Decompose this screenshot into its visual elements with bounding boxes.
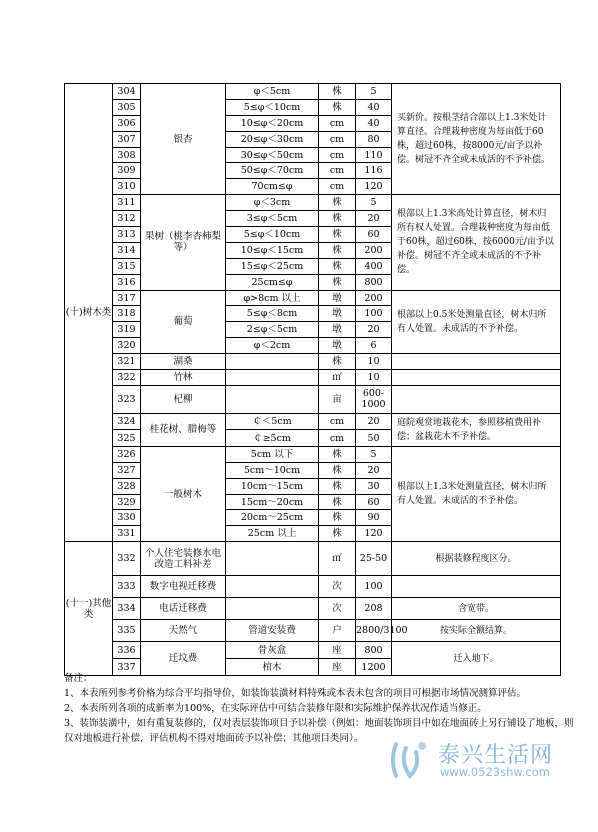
price-cell: 60 — [356, 494, 392, 510]
item-number-cell: 320 — [113, 338, 141, 354]
price-cell: 120 — [356, 526, 392, 542]
price-cell: 80 — [356, 131, 392, 147]
spec-cell: 20cm～25cm — [226, 510, 319, 526]
unit-cell: 墩 — [319, 322, 356, 338]
note-cell — [392, 385, 561, 413]
spec-cell: 5≤φ＜10cm — [226, 227, 319, 243]
price-cell: 10 — [356, 370, 392, 386]
spec-cell: 25cm≤φ — [226, 274, 319, 290]
item-number-cell: 317 — [113, 290, 141, 306]
price-cell: 800 — [356, 274, 392, 290]
spec-cell: 15≤φ＜25cm — [226, 258, 319, 274]
spec-cell: 20≤φ＜30cm — [226, 131, 319, 147]
spec-cell — [226, 354, 319, 370]
item-number-cell: 326 — [113, 446, 141, 462]
price-cell: 100 — [356, 576, 392, 598]
note-cell: 根据装修程度区分。 — [392, 542, 561, 576]
unit-cell: 株 — [319, 526, 356, 542]
watermark-site-name: 泰兴生活网 — [438, 743, 554, 768]
unit-cell: cm — [319, 131, 356, 147]
unit-cell: cm — [319, 147, 356, 163]
spec-cell: 10cm～15cm — [226, 478, 319, 494]
item-number-cell: 308 — [113, 147, 141, 163]
item-number-cell: 323 — [113, 385, 141, 413]
item-name-cell: 一般树木 — [141, 446, 226, 541]
unit-cell: 亩 — [319, 385, 356, 413]
compensation-table — [64, 83, 561, 676]
price-cell: 1200 — [356, 659, 392, 676]
price-cell: 5 — [356, 195, 392, 211]
price-cell: 50 — [356, 430, 392, 447]
table-row — [65, 195, 561, 211]
unit-cell: 株 — [319, 354, 356, 370]
note-cell — [392, 370, 561, 386]
spec-cell: φ＜3cm — [226, 195, 319, 211]
item-number-cell: 327 — [113, 462, 141, 478]
price-cell: 2800/3100 — [356, 620, 392, 642]
spec-cell: 30≤φ＜50cm — [226, 147, 319, 163]
item-number-cell: 310 — [113, 179, 141, 195]
price-cell: 20 — [356, 413, 392, 430]
item-number-cell: 319 — [113, 322, 141, 338]
price-cell: 800 — [356, 642, 392, 659]
note-cell: 根部以上1.3米处测量直径，树木归所有人处置。未成活的不予补偿。 — [392, 446, 561, 541]
item-number-cell: 316 — [113, 274, 141, 290]
spec-cell: 70cm≤φ — [226, 179, 319, 195]
note-cell: 含宽带。 — [392, 598, 561, 620]
note-cell: 根部以上0.5米处测量直径，树木归所有人处置。未成活的不予补偿。 — [392, 290, 561, 354]
unit-cell: 株 — [319, 274, 356, 290]
price-cell: 90 — [356, 510, 392, 526]
table-row — [65, 620, 561, 642]
unit-cell: 座 — [319, 642, 356, 659]
unit-cell: ㎡ — [319, 370, 356, 386]
spec-cell — [226, 598, 319, 620]
item-name-cell: 竹林 — [141, 370, 226, 386]
item-number-cell: 328 — [113, 478, 141, 494]
unit-cell: 墩 — [319, 290, 356, 306]
item-name-cell: 个人住宅装修水电改造工料补差 — [141, 542, 226, 576]
unit-cell: 株 — [319, 446, 356, 462]
unit-cell: 座 — [319, 659, 356, 676]
table-row — [65, 446, 561, 462]
unit-cell: 株 — [319, 478, 356, 494]
table-row — [65, 576, 561, 598]
item-number-cell: 304 — [113, 84, 141, 100]
price-cell: 110 — [356, 147, 392, 163]
notes-item: 2、本表所列各项的成新率为100%，在实际评估中可结合装修年限和实际维护保养状况作适当修正。 — [64, 703, 487, 714]
notes-section — [64, 671, 574, 746]
unit-cell: 株 — [319, 242, 356, 258]
item-name-cell: 桂花树、腊梅等 — [141, 413, 226, 446]
item-number-cell: 330 — [113, 510, 141, 526]
note-cell — [392, 354, 561, 370]
spec-cell — [226, 576, 319, 598]
unit-cell: cm — [319, 115, 356, 131]
item-number-cell: 325 — [113, 430, 141, 447]
note-cell: 根部以上1.3米高处计算直径，树木归所有权人处置。合理栽种密度为每亩低于60株，超过60株，按6000元/亩予以补偿。树冠不齐全或未成活的不予补偿。 — [392, 195, 561, 290]
unit-cell: cm — [319, 163, 356, 179]
item-name-cell: 迁坟费 — [141, 642, 226, 676]
item-number-cell: 321 — [113, 354, 141, 370]
spec-cell: 5cm 以下 — [226, 446, 319, 462]
spec-cell: φ>8cm 以上 — [226, 290, 319, 306]
price-cell: 200 — [356, 242, 392, 258]
unit-cell: 株 — [319, 258, 356, 274]
unit-cell: cm — [319, 179, 356, 195]
spec-cell: ￠＜5cm — [226, 413, 319, 430]
category-cell: (十一)其他类 — [65, 542, 113, 676]
unit-cell: 株 — [319, 84, 356, 100]
spec-cell: 50≤φ＜70cm — [226, 163, 319, 179]
table-row — [65, 84, 561, 100]
price-cell: 5 — [356, 446, 392, 462]
item-number-cell: 306 — [113, 115, 141, 131]
item-name-cell: 果树（桃李杏柿梨等） — [141, 195, 226, 290]
price-cell: 600-1000 — [356, 385, 392, 413]
price-cell: 116 — [356, 163, 392, 179]
item-number-cell: 334 — [113, 598, 141, 620]
item-number-cell: 336 — [113, 642, 141, 659]
item-name-cell: 天然气 — [141, 620, 226, 642]
item-number-cell: 331 — [113, 526, 141, 542]
item-name-cell: 数字电视迁移费 — [141, 576, 226, 598]
spec-cell — [226, 385, 319, 413]
notes-title: 备注： — [64, 673, 93, 684]
item-number-cell: 333 — [113, 576, 141, 598]
item-number-cell: 322 — [113, 370, 141, 386]
item-number-cell: 337 — [113, 659, 141, 676]
spec-cell: 5cm～10cm — [226, 462, 319, 478]
spec-cell — [226, 542, 319, 576]
spec-cell: 25cm 以上 — [226, 526, 319, 542]
price-cell: 208 — [356, 598, 392, 620]
spec-cell: φ＜5cm — [226, 84, 319, 100]
notes-item: 1、本表所列参考价格为综合平均指导价，如装饰装潢材料特殊或本表未包含的项目可根据市场情况测算评估。 — [64, 688, 527, 699]
price-cell: 40 — [356, 99, 392, 115]
unit-cell: 株 — [319, 99, 356, 115]
item-name-cell: 湖桑 — [141, 354, 226, 370]
price-cell: 20 — [356, 462, 392, 478]
note-cell: 按实际全额结算。 — [392, 620, 561, 642]
price-cell: 100 — [356, 306, 392, 322]
category-cell: (十)树木类 — [65, 84, 113, 542]
price-cell: 20 — [356, 211, 392, 227]
price-cell: 6 — [356, 338, 392, 354]
item-number-cell: 305 — [113, 99, 141, 115]
site-watermark — [386, 736, 586, 786]
item-number-cell: 329 — [113, 494, 141, 510]
item-number-cell: 314 — [113, 242, 141, 258]
item-number-cell: 307 — [113, 131, 141, 147]
spec-cell: 5≤φ＜10cm — [226, 99, 319, 115]
price-cell: 200 — [356, 290, 392, 306]
table-row — [65, 354, 561, 370]
unit-cell: 株 — [319, 462, 356, 478]
spec-cell: 10≤φ＜20cm — [226, 115, 319, 131]
price-cell: 120 — [356, 179, 392, 195]
item-number-cell: 335 — [113, 620, 141, 642]
price-cell: 25-50 — [356, 542, 392, 576]
unit-cell: 株 — [319, 510, 356, 526]
spec-cell: 5≤φ＜8cm — [226, 306, 319, 322]
item-name-cell: 银杏 — [141, 84, 226, 195]
item-number-cell: 311 — [113, 195, 141, 211]
table-row — [65, 598, 561, 620]
price-cell: 60 — [356, 227, 392, 243]
tx-logo-icon — [386, 736, 434, 784]
item-number-cell: 332 — [113, 542, 141, 576]
spec-cell: ￠≥5cm — [226, 430, 319, 447]
price-cell: 30 — [356, 478, 392, 494]
price-cell: 400 — [356, 258, 392, 274]
unit-cell: cm — [319, 430, 356, 447]
notes-item: 3、装饰装潢中，如有重复装修的，仅对表层装饰项目予以补偿（例如：地面装饰项目中如在地面砖上另行铺设了地板，则仅对地板进行补偿，评估机构不得对地面砖予以补偿；其他项目类同）。 — [64, 718, 574, 744]
note-cell: 庭院观赏地栽花木，参照移植费用补偿；盆栽花木不予补偿。 — [392, 413, 561, 446]
table-row — [65, 642, 561, 659]
spec-cell: 2≤φ＜5cm — [226, 322, 319, 338]
unit-cell: 株 — [319, 211, 356, 227]
item-number-cell: 315 — [113, 258, 141, 274]
note-cell — [392, 576, 561, 598]
unit-cell: 株 — [319, 195, 356, 211]
price-cell: 10 — [356, 354, 392, 370]
unit-cell: 墩 — [319, 338, 356, 354]
item-number-cell: 324 — [113, 413, 141, 430]
note-cell: 迁入地下。 — [392, 642, 561, 676]
item-number-cell: 313 — [113, 227, 141, 243]
item-name-cell: 葡萄 — [141, 290, 226, 354]
spec-cell — [226, 370, 319, 386]
unit-cell: 次 — [319, 598, 356, 620]
spec-cell: 管道安装费 — [226, 620, 319, 642]
spec-cell: φ＜2cm — [226, 338, 319, 354]
unit-cell: 次 — [319, 576, 356, 598]
item-name-cell: 杞柳 — [141, 385, 226, 413]
item-number-cell: 309 — [113, 163, 141, 179]
unit-cell: ㎡ — [319, 542, 356, 576]
table-row — [65, 290, 561, 306]
unit-cell: 株 — [319, 494, 356, 510]
item-number-cell: 318 — [113, 306, 141, 322]
spec-cell: 棺木 — [226, 659, 319, 676]
note-cell: 买新价。按根茎结合部以上1.3米处计算直径。合理栽种密度为每亩低于60株，超过60株，按8000元/亩予以补偿。树冠不齐全或未成活的不予补偿。 — [392, 84, 561, 195]
table-row — [65, 370, 561, 386]
price-cell: 40 — [356, 115, 392, 131]
item-number-cell: 312 — [113, 211, 141, 227]
price-cell: 20 — [356, 322, 392, 338]
watermark-url: www.0523shw.com — [440, 765, 550, 779]
unit-cell: 户 — [319, 620, 356, 642]
table-row — [65, 413, 561, 430]
spec-cell: 骨灰盒 — [226, 642, 319, 659]
item-name-cell: 电话迁移费 — [141, 598, 226, 620]
unit-cell: cm — [319, 413, 356, 430]
table-row — [65, 542, 561, 576]
unit-cell: 株 — [319, 227, 356, 243]
unit-cell: 墩 — [319, 306, 356, 322]
table-row — [65, 385, 561, 413]
spec-cell: 3≤φ＜5cm — [226, 211, 319, 227]
spec-cell: 15cm～20cm — [226, 494, 319, 510]
spec-cell: 10≤φ＜15cm — [226, 242, 319, 258]
price-cell: 5 — [356, 84, 392, 100]
